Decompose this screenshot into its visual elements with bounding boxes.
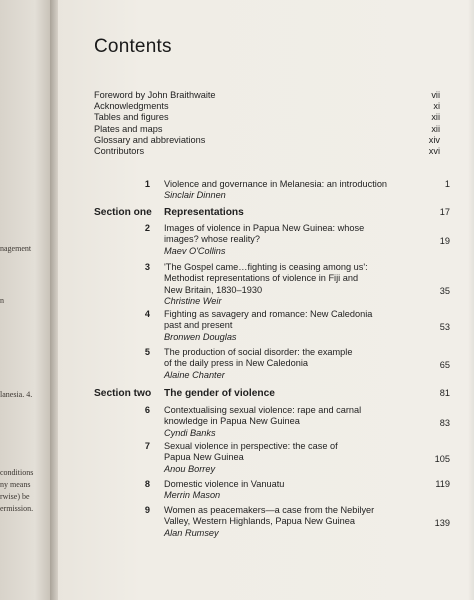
facing-page-fragment: conditions xyxy=(0,468,34,477)
facing-page-fragment: n xyxy=(0,296,4,305)
front-matter-item xyxy=(94,135,440,146)
front-matter-item xyxy=(94,101,440,112)
chapter-author: Maev O'Collins xyxy=(164,245,226,256)
chapter-title-line: New Britain, 1830–1930 xyxy=(164,284,263,295)
page-title: Contents xyxy=(94,36,172,57)
chapter-title-line: Domestic violence in Vanuatu xyxy=(164,479,285,489)
section-title: Representations xyxy=(164,207,244,218)
facing-page-fragment: rwise) be xyxy=(0,492,30,501)
chapter-author: Cyndi Banks xyxy=(164,427,216,438)
front-matter-label: Acknowledgments xyxy=(94,101,169,112)
chapter-title-line: Contextualising sexual violence: rape and carnal xyxy=(164,405,362,415)
section-page: 81 xyxy=(439,388,450,398)
front-matter-item xyxy=(94,90,440,101)
chapter-page: 139 xyxy=(434,518,450,528)
section-page: 17 xyxy=(439,207,450,217)
chapter-number: 8 xyxy=(144,479,150,489)
front-matter-list xyxy=(94,90,440,157)
chapter-title-line: Fighting as savagery and romance: New Caledonia xyxy=(164,309,373,319)
front-matter-page: xii xyxy=(431,123,440,134)
chapter-author: Anou Borrey xyxy=(164,463,216,474)
chapter-page: 1 xyxy=(444,179,450,189)
chapter-page: 65 xyxy=(439,360,450,370)
chapter-author: Merrin Mason xyxy=(164,490,221,501)
chapter-number: 2 xyxy=(144,223,150,233)
front-matter-label: Plates and maps xyxy=(94,123,163,134)
chapter-author: Christine Weir xyxy=(164,296,222,307)
chapter-page: 119 xyxy=(435,479,450,489)
chapter-page: 19 xyxy=(439,236,450,246)
chapter-author: Bronwen Douglas xyxy=(164,331,237,342)
section-label: Section two xyxy=(94,388,152,399)
chapter-title-line: The production of social disorder: the example xyxy=(164,347,353,357)
chapter-page: 105 xyxy=(434,454,450,464)
chapter-number: 6 xyxy=(144,405,150,415)
chapter-author: Alan Rumsey xyxy=(164,527,219,538)
chapter-title-line: knowledge in Papua New Guinea xyxy=(164,416,300,427)
facing-page xyxy=(0,0,50,600)
chapter-number: 9 xyxy=(144,505,150,515)
front-matter-page: vii xyxy=(431,90,440,100)
chapter-page: 53 xyxy=(439,322,450,332)
chapter-author: Alaine Chanter xyxy=(164,369,225,380)
chapter-number: 1 xyxy=(144,179,150,189)
front-matter-label: Contributors xyxy=(94,146,145,157)
chapter-title-line: Images of violence in Papua New Guinea: whose xyxy=(164,223,365,233)
front-matter-label: Foreword by John Braithwaite xyxy=(94,90,216,100)
chapter-number: 5 xyxy=(144,347,150,357)
book-gutter xyxy=(50,0,58,600)
front-matter-item xyxy=(94,112,440,123)
facing-page-fragment: lanesia. 4. xyxy=(0,390,33,399)
chapter-number: 7 xyxy=(144,441,150,451)
chapter-title-line: Methodist representations of violence in Fiji and xyxy=(164,273,359,284)
chapter-title-line: 'The Gospel came…fighting is ceasing among us': xyxy=(164,262,368,272)
chapter-title-line: Valley, Western Highlands, Papua New Guinea xyxy=(164,516,355,527)
chapter-number: 4 xyxy=(144,309,150,319)
section-label: Section one xyxy=(94,207,152,218)
front-matter-item xyxy=(94,124,440,135)
front-matter-page: xvi xyxy=(428,146,440,157)
chapter-number: 3 xyxy=(144,262,150,272)
front-matter-item xyxy=(94,146,440,157)
front-matter-label: Tables and figures xyxy=(94,112,169,123)
chapter-title-line: of the daily press in New Caledonia xyxy=(164,358,309,369)
facing-page-fragment: ermission. xyxy=(0,504,34,513)
front-matter-page: xii xyxy=(431,112,440,123)
facing-page-fragment: ny means xyxy=(0,480,31,489)
chapter-title-line: Women as peacemakers—a case from the Nebilyer xyxy=(164,505,375,515)
chapter-title-line: Papua New Guinea xyxy=(164,452,244,463)
facing-page-fragment: nagement xyxy=(0,244,32,253)
chapter-page: 83 xyxy=(439,418,450,428)
chapter-title: Violence and governance in Melanesia: an introduction xyxy=(164,179,388,189)
chapter-title-line: images? whose reality? xyxy=(164,234,261,245)
front-matter-page: xi xyxy=(433,101,440,112)
contents-page xyxy=(58,0,474,600)
chapter-author: Sinclair Dinnen xyxy=(164,190,226,201)
front-matter-page: xiv xyxy=(428,134,440,145)
page-edge-shadow xyxy=(468,0,474,600)
chapter-page: 35 xyxy=(439,286,450,296)
section-title: The gender of violence xyxy=(164,388,275,399)
chapter-title-line: past and present xyxy=(164,320,233,331)
front-matter-label: Glossary and abbreviations xyxy=(94,134,206,145)
chapter-title-line: Sexual violence in perspective: the case of xyxy=(164,441,338,451)
